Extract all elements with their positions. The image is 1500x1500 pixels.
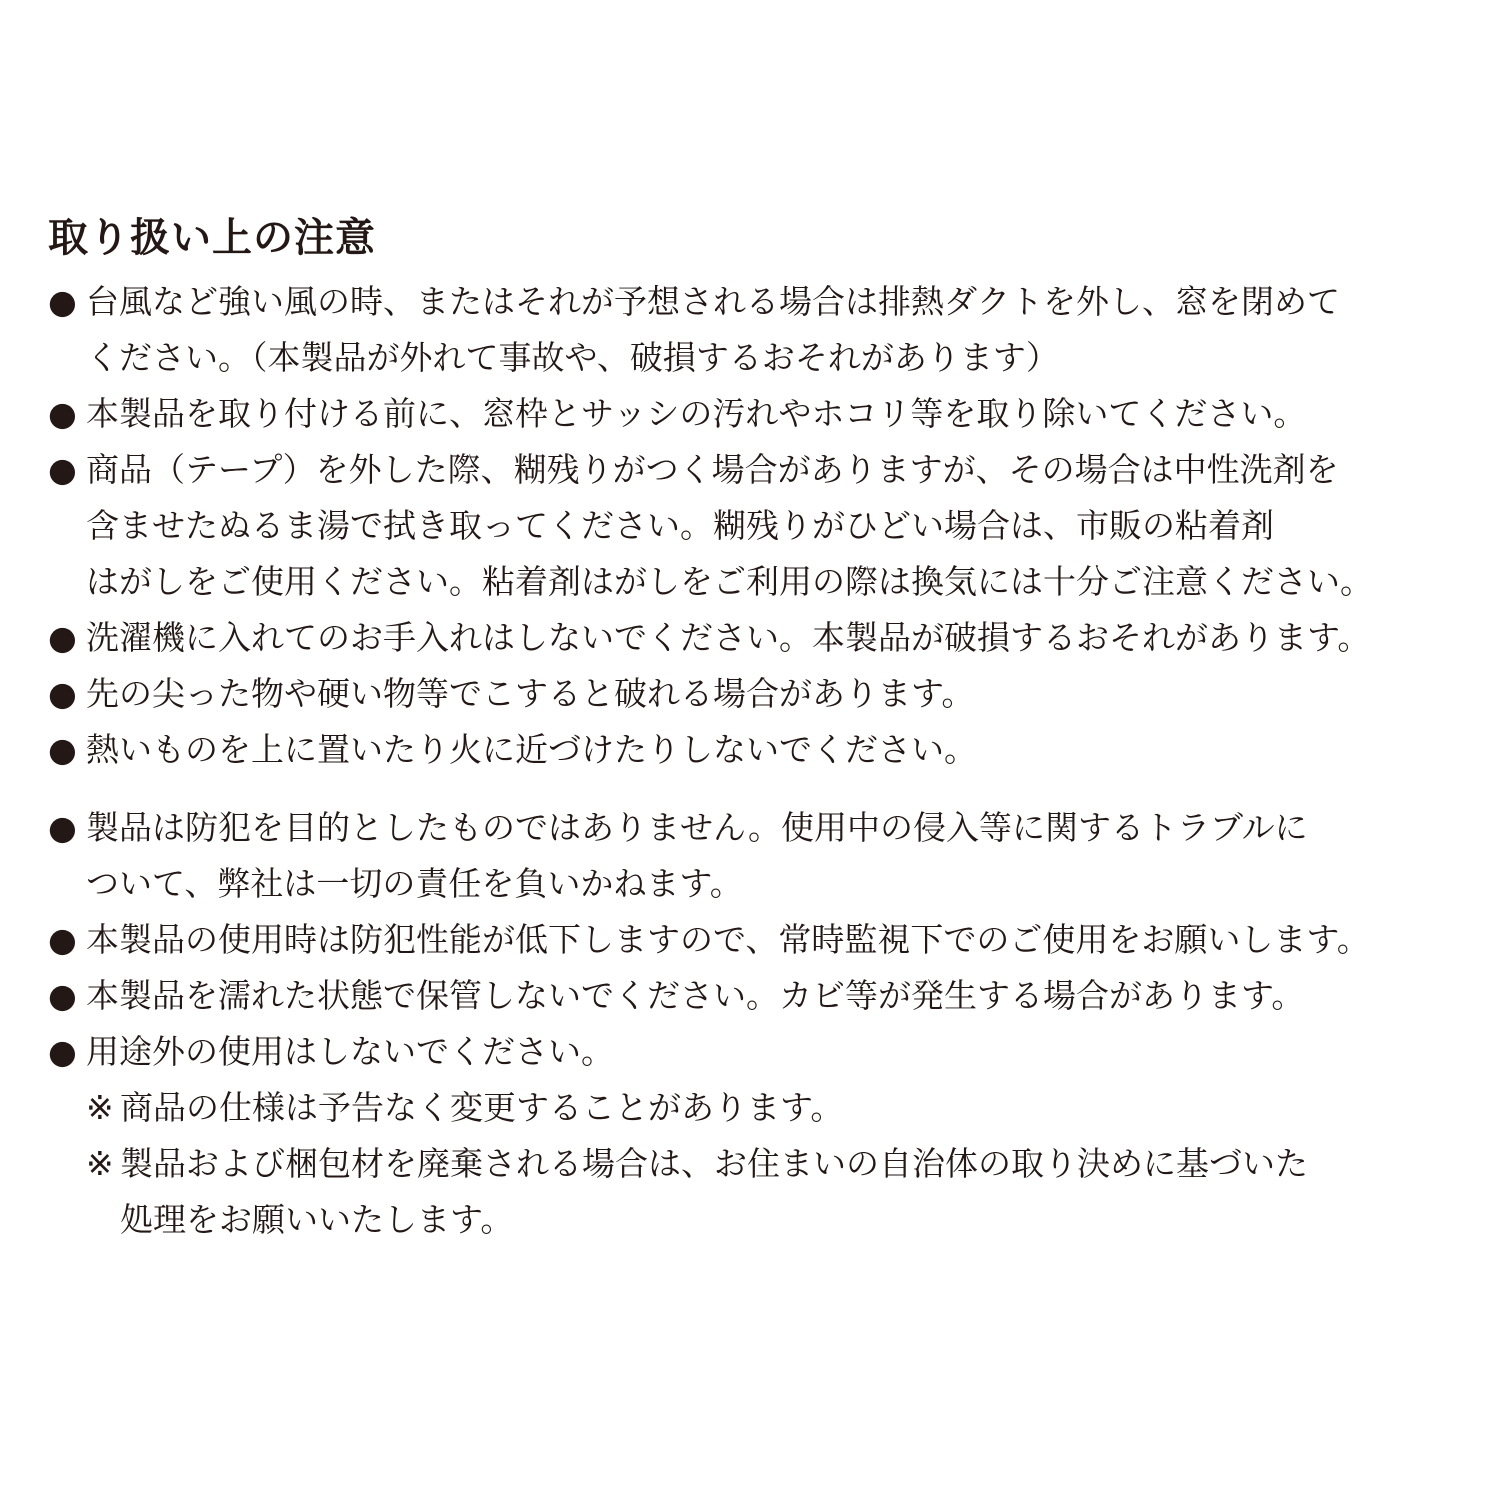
caution-text: はがしをご使用ください。粘着剤はがしをご利用の際は換気には十分ご注意ください。 bbox=[86, 562, 1373, 601]
caution-item bbox=[48, 666, 1488, 722]
caution-text: 本製品を濡れた状態で保管しないでください。カビ等が発生する場合があります。 bbox=[86, 976, 1305, 1015]
bullet-icon: ● bbox=[48, 618, 77, 657]
caution-text: 製品は防犯を目的としたものではありません。使用中の侵入等に関するトラブルに bbox=[86, 808, 1308, 847]
remark-item bbox=[86, 1136, 1488, 1248]
caution-item bbox=[48, 442, 1488, 610]
caution-text: 熱いものを上に置いたり火に近づけたりしないでください。 bbox=[86, 730, 977, 769]
caution-item bbox=[48, 968, 1488, 1024]
reference-mark-icon: ※ bbox=[86, 1144, 114, 1183]
caution-list-group2 bbox=[48, 800, 1488, 1080]
remark-item bbox=[86, 1080, 1488, 1136]
caution-text: ください。（本製品が外れて事故や、破損するおそれがあります） bbox=[86, 338, 1059, 377]
caution-text: 本製品の使用時は防犯性能が低下しますので、常時監視下でのご使用をお願いします。 bbox=[86, 920, 1370, 959]
bullet-icon: ● bbox=[48, 282, 77, 321]
bullet-icon: ● bbox=[48, 1032, 77, 1071]
caution-list-group1 bbox=[48, 274, 1488, 778]
caution-text: 用途外の使用はしないでください。 bbox=[86, 1032, 614, 1071]
caution-item bbox=[48, 722, 1488, 778]
remark-text: 処理をお願いいたします。 bbox=[120, 1200, 514, 1239]
remark-text: 商品の仕様は予告なく変更することがあります。 bbox=[120, 1088, 844, 1127]
caution-item bbox=[48, 800, 1488, 912]
caution-text: 先の尖った物や硬い物等でこすると破れる場合があります。 bbox=[86, 674, 975, 713]
caution-text: 本製品を取り付ける前に、窓枠とサッシの汚れやホコリ等を取り除いてください。 bbox=[86, 394, 1307, 433]
remark-text: 製品および梱包材を廃棄される場合は、お住まいの自治体の取り決めに基づいた bbox=[120, 1144, 1308, 1183]
caution-item bbox=[48, 610, 1488, 666]
caution-item bbox=[48, 274, 1488, 386]
caution-sheet bbox=[48, 210, 1488, 1248]
caution-text: 含ませたぬるま湯で拭き取ってください。糊残りがひどい場合は、市販の粘着剤 bbox=[86, 506, 1274, 545]
bullet-icon: ● bbox=[48, 920, 77, 959]
caution-text: 台風など強い風の時、またはそれが予想される場合は排熱ダクトを外し、窓を閉めて bbox=[86, 282, 1340, 321]
caution-text: 商品（テープ）を外した際、糊残りがつく場合がありますが、その場合は中性洗剤を bbox=[86, 450, 1339, 489]
bullet-icon: ● bbox=[48, 976, 77, 1015]
bullet-icon: ● bbox=[48, 674, 77, 713]
caution-text: 洗濯機に入れてのお手入れはしないでください。本製品が破損するおそれがあります。 bbox=[86, 618, 1371, 657]
page-title: 取り扱い上の注意 bbox=[48, 215, 376, 261]
bullet-icon: ● bbox=[48, 808, 77, 847]
bullet-icon: ● bbox=[48, 394, 77, 433]
caution-item bbox=[48, 1024, 1488, 1080]
bullet-icon: ● bbox=[48, 730, 77, 769]
caution-item bbox=[48, 386, 1488, 442]
caution-text: ついて、弊社は一切の責任を負いかねます。 bbox=[86, 864, 743, 903]
remarks-list bbox=[48, 1080, 1488, 1248]
caution-item bbox=[48, 912, 1488, 968]
section-gap bbox=[48, 778, 1488, 800]
bullet-icon: ● bbox=[48, 450, 77, 489]
reference-mark-icon: ※ bbox=[86, 1088, 114, 1127]
